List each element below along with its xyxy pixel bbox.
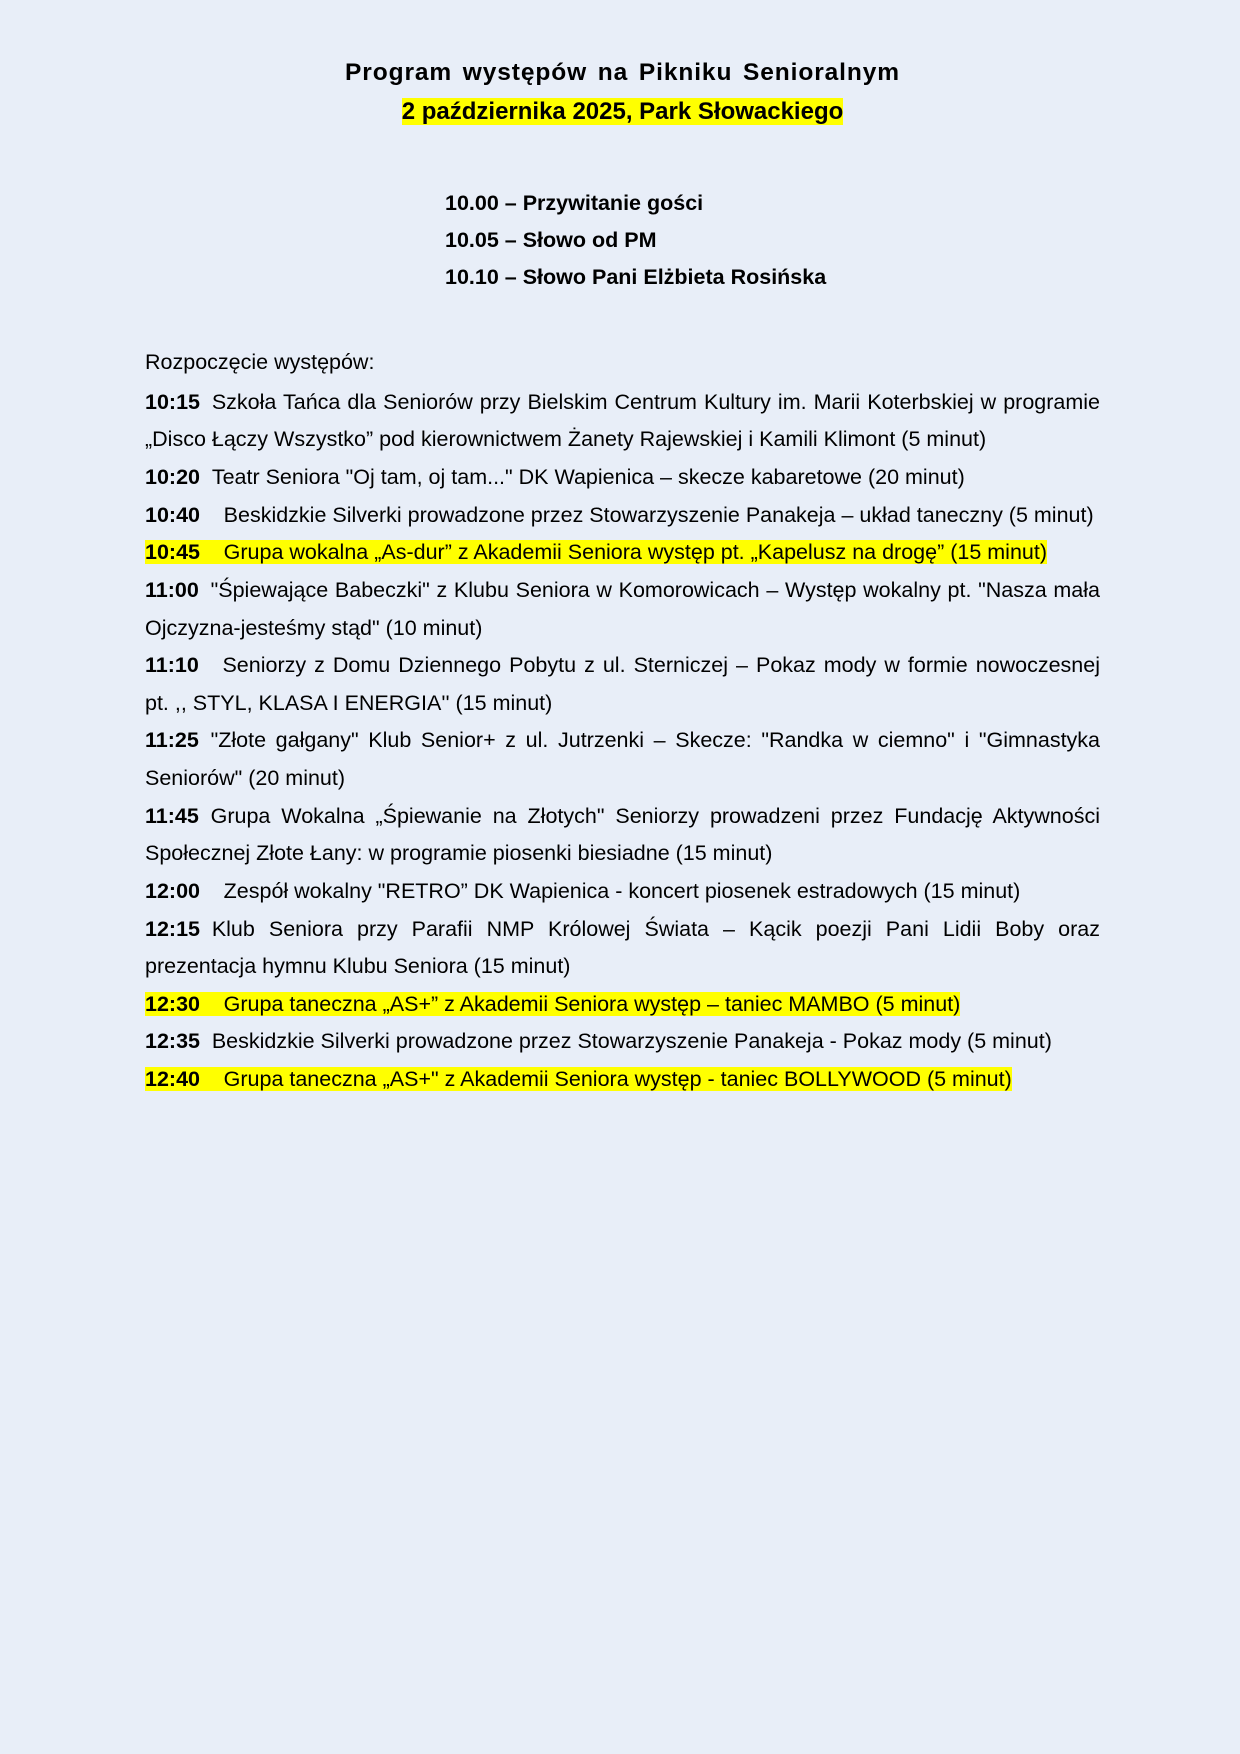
intro-line: 10.00 – Przywitanie gości xyxy=(445,191,704,216)
schedule-entry-content xyxy=(145,465,965,489)
schedule-entry xyxy=(145,572,1100,647)
schedule-entry-description: "Śpiewające Babeczki" z Klubu Seniora w Komorowicach – Występ wokalny pt. "Nasza mała Ojczyzna-jesteśmy stąd" (10 minut) xyxy=(145,577,1100,640)
intro-line: 10.05 – Słowo od PM xyxy=(445,228,657,253)
schedule-entry-description: Teatr Seniora "Oj tam, oj tam..." DK Wapienica – skecze kabaretowe (20 minut) xyxy=(211,465,965,490)
schedule-entry-spacer xyxy=(200,1023,212,1061)
schedule-entry-content xyxy=(145,540,1047,564)
schedule-entry-time: 11:10 xyxy=(145,653,199,678)
schedule-entry-content xyxy=(145,804,1100,866)
schedule-entry-description: Klub Seniora przy Parafii NMP Królowej Świata – Kącik poezji Pani Lidii Boby oraz prezentacja hymnu Klubu Seniora (15 minut) xyxy=(145,916,1100,979)
schedule-entry xyxy=(145,1023,1100,1061)
schedule-entry-time: 10:40 xyxy=(145,502,200,527)
intro-line: 10.10 – Słowo Pani Elżbieta Rosińska xyxy=(445,265,827,290)
schedule-block xyxy=(145,344,1100,1099)
schedule-entry-description: Grupa taneczna „AS+” z Akademii Seniora występ – taniec MAMBO (5 minut) xyxy=(223,991,961,1016)
schedule-entry-spacer xyxy=(199,722,211,760)
schedule-entry-content xyxy=(145,503,1094,527)
schedule-entry-time: 11:00 xyxy=(145,577,199,602)
page-title: Program występów na Pikniku Senioralnym xyxy=(345,59,900,86)
schedule-entry-spacer xyxy=(200,911,212,949)
schedule-entry xyxy=(145,911,1100,986)
schedule-entry xyxy=(145,873,1100,911)
schedule-entry-spacer xyxy=(200,497,224,535)
schedule-entry-description: Grupa taneczna „AS+" z Akademii Seniora występ - taniec BOLLYWOOD (5 minut) xyxy=(223,1067,1012,1092)
schedule-entry-time: 11:25 xyxy=(145,728,199,753)
schedule-entry-content xyxy=(145,728,1100,790)
schedule-entry-content xyxy=(145,992,960,1016)
schedule-entry-time: 12:00 xyxy=(145,878,200,903)
schedule-entry-description: Seniorzy z Domu Dziennego Pobytu z ul. Sterniczej – Pokaz mody w formie nowoczesnej pt. ,, STYL, KLASA I ENERGIA'' (15 minut) xyxy=(145,653,1100,715)
schedule-entry xyxy=(145,722,1100,797)
page-subtitle-highlight: 2 października 2025, Park Słowackiego xyxy=(401,97,844,125)
schedule-entry-time: 12:40 xyxy=(145,1067,200,1092)
schedule-entry xyxy=(145,497,1100,535)
schedule-list xyxy=(145,384,1100,1099)
schedule-entry xyxy=(145,798,1100,873)
schedule-entry-content xyxy=(145,653,1100,715)
schedule-entry-description: Beskidzkie Silverki prowadzone przez Stowarzyszenie Panakeja - Pokaz mody (5 minut) xyxy=(211,1029,1052,1054)
schedule-entry-description: Zespół wokalny "RETRO” DK Wapienica - koncert piosenek estradowych (15 minut) xyxy=(223,878,1021,903)
schedule-entry-content xyxy=(145,1029,1052,1053)
schedule-entry xyxy=(145,384,1100,459)
schedule-entry-spacer xyxy=(200,459,212,497)
schedule-entry-spacer xyxy=(200,1061,224,1099)
schedule-entry xyxy=(145,986,1100,1024)
schedule-entry-content xyxy=(145,1067,1012,1091)
schedule-entry-content xyxy=(145,578,1100,640)
schedule-entry-description: Grupa Wokalna „Śpiewanie na Złotych" Seniorzy prowadzeni przez Fundację Aktywności Społecznej Złote Łany: w programie piosenki biesiadne (15 minut) xyxy=(145,803,1100,866)
schedule-entry xyxy=(145,647,1100,722)
schedule-entry xyxy=(145,1061,1100,1099)
schedule-entry-time: 11:45 xyxy=(145,803,199,828)
schedule-entry-content xyxy=(145,390,1100,452)
schedule-entry-content xyxy=(145,917,1100,979)
schedule-entry-time: 10:20 xyxy=(145,465,200,490)
schedule-entry-spacer xyxy=(200,986,224,1024)
schedule-entry-content xyxy=(145,879,1020,903)
schedule-entry-time: 10:15 xyxy=(145,389,200,414)
schedule-entry-time: 10:45 xyxy=(145,540,200,565)
schedule-lead: Rozpoczęcie występów: xyxy=(145,350,375,375)
schedule-entry-time: 12:15 xyxy=(145,916,200,941)
schedule-entry xyxy=(145,459,1100,497)
schedule-entry-description: "Złote gałgany" Klub Senior+ z ul. Jutrzenki – Skecze: "Randka w ciemno" i "Gimnastyka Seniorów" (20 minut) xyxy=(145,728,1100,791)
schedule-entry-description: Szkoła Tańca dla Seniorów przy Bielskim Centrum Kultury im. Marii Koterbskiej w programie „Disco Łączy Wszystko” pod kierownictwem Żanety Rajewskiej i Kamili Klimont (5 minut) xyxy=(145,389,1100,452)
schedule-entry-time: 12:30 xyxy=(145,991,200,1016)
page-subtitle xyxy=(145,95,1100,130)
schedule-entry xyxy=(145,534,1100,572)
title-block xyxy=(145,55,1100,129)
schedule-entry-spacer xyxy=(199,572,211,610)
schedule-entry-description: Grupa wokalna „As-dur” z Akademii Seniora występ pt. „Kapelusz na drogę” (15 minut) xyxy=(223,540,1047,565)
schedule-entry-description: Beskidzkie Silverki prowadzone przez Stowarzyszenie Panakeja – układ taneczny (5 minut) xyxy=(223,502,1094,527)
schedule-entry-spacer xyxy=(200,534,224,572)
schedule-entry-spacer xyxy=(199,798,211,836)
schedule-entry-time: 12:35 xyxy=(145,1029,200,1054)
schedule-entry-spacer xyxy=(200,384,212,422)
schedule-entry-spacer xyxy=(200,873,224,911)
intro-block xyxy=(145,185,1100,296)
schedule-entry-spacer xyxy=(199,647,223,685)
